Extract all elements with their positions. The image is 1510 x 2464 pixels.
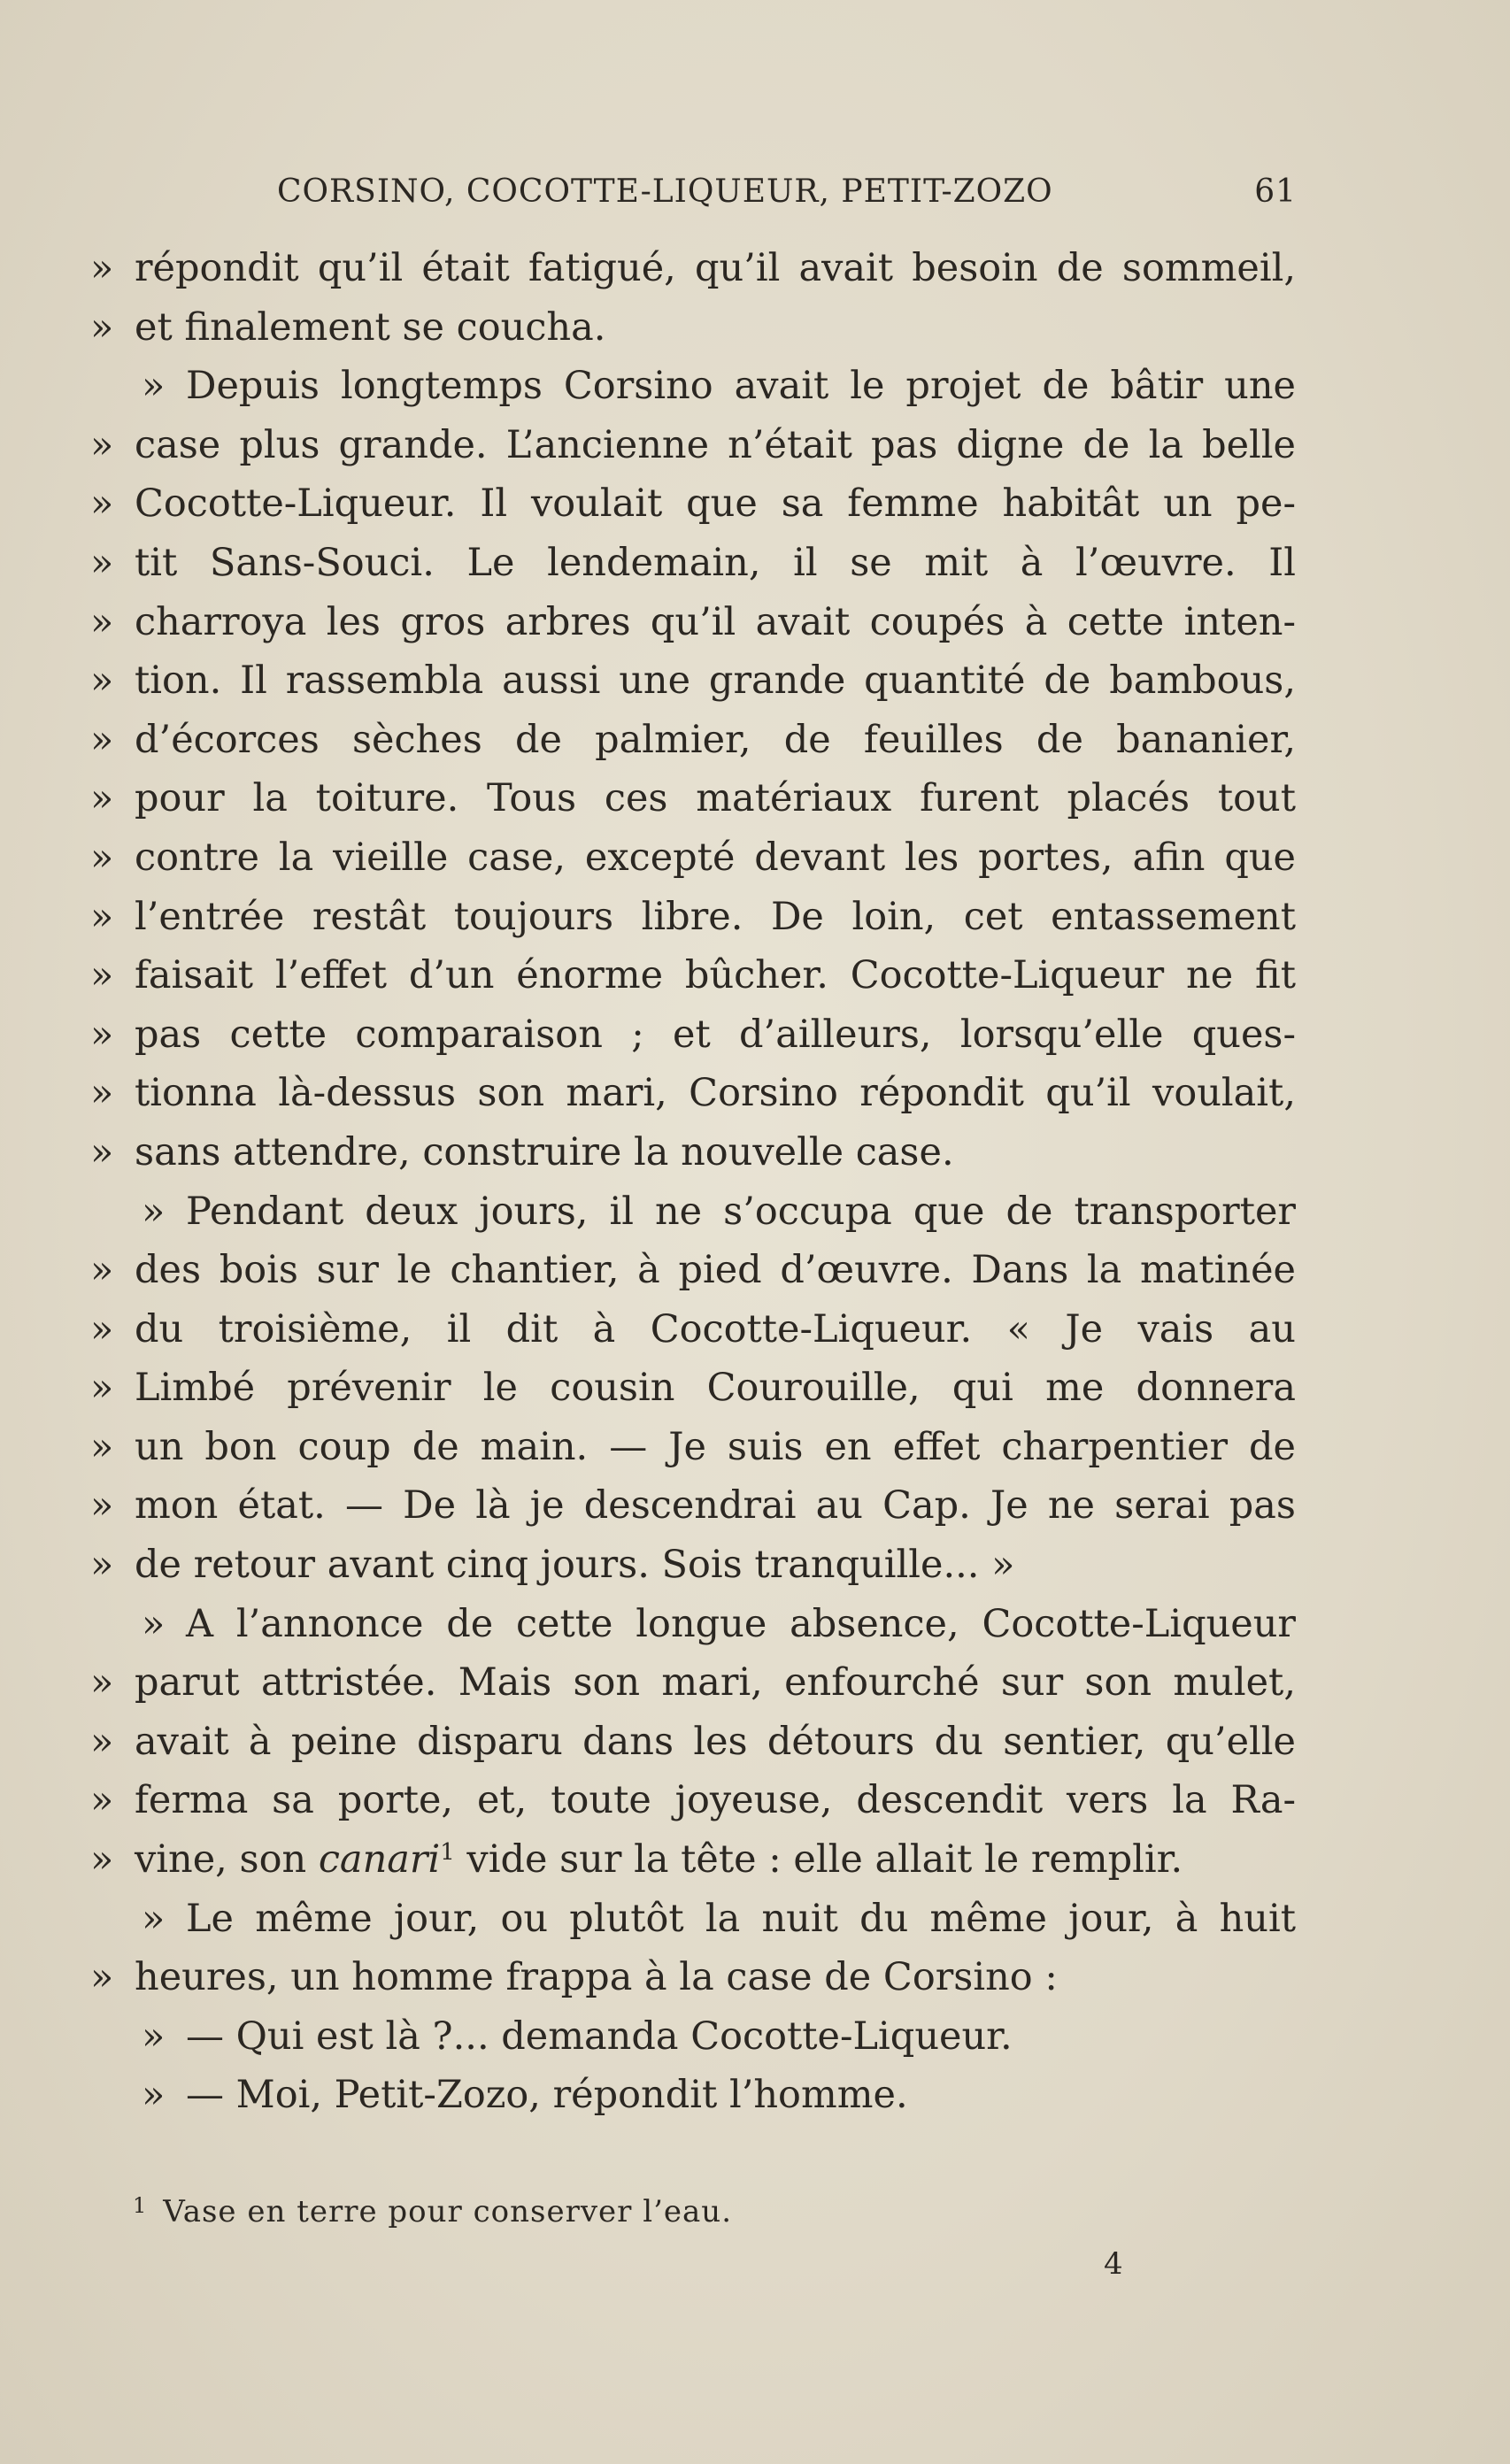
text-line	[90, 711, 1296, 770]
line-text: tion. Il rassembla aussi une grande quantité de bambous,	[135, 658, 1296, 704]
guillemet-marker: »	[90, 246, 114, 290]
guillemet-marker: »	[90, 776, 114, 821]
guillemet-marker: »	[90, 1129, 114, 1174]
text-line	[90, 1830, 1296, 1890]
guillemet-marker: »	[90, 717, 114, 762]
line-text: — Qui est là ?... demanda Cocotte-Liqueur.	[186, 2014, 1013, 2059]
line-text: avait à peine disparu dans les détours du sentier, qu’elle	[135, 1719, 1296, 1764]
guillemet-marker: »	[90, 953, 114, 998]
line-text: pour la toiture. Tous ces matériaux furent placés tout	[135, 776, 1296, 821]
running-title: CORSINO, COCOTTE-LIQUEUR, PETIT-ZOZO	[277, 173, 1053, 210]
line-text: et finalement se coucha.	[135, 304, 606, 350]
text-line	[90, 2007, 1296, 2067]
guillemet-marker: »	[142, 1896, 166, 1941]
line-text: de retour avant cinq jours. Sois tranquille... »	[135, 1543, 1015, 1588]
text-line	[90, 357, 1296, 416]
text-line	[90, 888, 1296, 947]
line-text-after: vide sur la tête : elle allait le remplir.	[466, 1837, 1183, 1883]
guillemet-marker: »	[90, 540, 114, 585]
line-text-before: vine, son	[135, 1837, 307, 1883]
footnote-mark: 1	[133, 2193, 148, 2218]
line-text: A l’annonce de cette longue absence, Cocotte-Liqueur	[186, 1601, 1296, 1646]
footnote-reference: 1	[440, 1839, 455, 1867]
guillemet-marker: »	[142, 364, 166, 409]
line-text: parut attristée. Mais son mari, enfourché sur son mulet,	[135, 1660, 1296, 1706]
text-line	[90, 651, 1296, 711]
text-line	[90, 1418, 1296, 1477]
text-line	[90, 1359, 1296, 1418]
text-line	[90, 1300, 1296, 1359]
guillemet-marker: »	[90, 1424, 114, 1469]
line-text: mon état. — De là je descendrai au Cap. Je ne serai pas	[135, 1483, 1296, 1528]
guillemet-marker: »	[142, 2073, 166, 2118]
line-text: Cocotte-Liqueur. Il voulait que sa femme habitât un pe-	[135, 481, 1296, 527]
guillemet-marker: »	[90, 304, 114, 350]
guillemet-marker: »	[90, 1071, 114, 1116]
line-text: un bon coup de main. — Je suis en effet charpentier de	[135, 1424, 1296, 1469]
line-text: charroya les gros arbres qu’il avait coupés à cette inten-	[135, 599, 1296, 644]
text-line	[90, 1476, 1296, 1536]
guillemet-marker: »	[90, 894, 114, 939]
line-text: pas cette comparaison ; et d’ailleurs, lorsqu’elle ques-	[135, 1012, 1296, 1057]
text-line	[90, 1241, 1296, 1300]
italic-word: canari	[318, 1837, 441, 1883]
text-line	[90, 1005, 1296, 1065]
text-line	[90, 1771, 1296, 1830]
line-text: des bois sur le chantier, à pied d’œuvre. Dans la matinée	[135, 1248, 1296, 1293]
line-text: d’écorces sèches de palmier, de feuilles de bananier,	[135, 717, 1296, 762]
text-line	[90, 593, 1296, 652]
text-line	[90, 298, 1296, 358]
guillemet-marker: »	[90, 422, 114, 467]
line-text: tit Sans-Souci. Le lendemain, il se mit à l’œuvre. Il	[135, 540, 1296, 585]
text-line	[90, 1948, 1296, 2007]
footnote	[133, 2193, 732, 2229]
line-text: Pendant deux jours, il ne s’occupa que de transporter	[186, 1189, 1296, 1234]
text-line	[90, 1123, 1296, 1182]
guillemet-marker: »	[90, 1543, 114, 1588]
guillemet-marker: »	[90, 658, 114, 704]
text-line	[90, 1064, 1296, 1123]
line-text: Le même jour, ou plutôt la nuit du même jour, à huit	[186, 1896, 1296, 1941]
text-line	[90, 1595, 1296, 1654]
text-line	[90, 828, 1296, 888]
line-text: l’entrée restât toujours libre. De loin, cet entassement	[135, 894, 1296, 939]
text-line	[90, 1182, 1296, 1242]
guillemet-marker: »	[142, 1601, 166, 1646]
running-head	[277, 173, 1297, 219]
line-text	[135, 1830, 1296, 1890]
guillemet-marker: »	[90, 1719, 114, 1764]
line-text: — Moi, Petit-Zozo, répondit l’homme.	[186, 2073, 908, 2118]
line-text: heures, un homme frappa à la case de Corsino :	[135, 1955, 1058, 2000]
line-text: Limbé prévenir le cousin Courouille, qui me donnera	[135, 1366, 1296, 1411]
body-text	[90, 239, 1296, 2125]
text-line	[90, 534, 1296, 593]
line-text: tionna là-dessus son mari, Corsino répondit qu’il voulait,	[135, 1071, 1296, 1116]
guillemet-marker: »	[90, 1837, 114, 1883]
guillemet-marker: »	[90, 1778, 114, 1823]
text-line	[90, 474, 1296, 534]
text-line	[90, 946, 1296, 1005]
guillemet-marker: »	[90, 1366, 114, 1411]
text-line	[90, 769, 1296, 828]
guillemet-marker: »	[90, 1012, 114, 1057]
guillemet-marker: »	[90, 1306, 114, 1351]
guillemet-marker: »	[90, 835, 114, 880]
line-text: sans attendre, construire la nouvelle case.	[135, 1129, 954, 1174]
line-text: du troisième, il dit à Cocotte-Liqueur. « Je vais au	[135, 1306, 1296, 1351]
footnote-text: Vase en terre pour conserver l’eau.	[163, 2194, 732, 2229]
text-line	[90, 1890, 1296, 1949]
text-line	[90, 416, 1296, 475]
line-text: Depuis longtemps Corsino avait le projet de bâtir une	[186, 364, 1296, 409]
line-text: case plus grande. L’ancienne n’était pas digne de la belle	[135, 422, 1296, 467]
guillemet-marker: »	[90, 481, 114, 527]
signature-mark: 4	[1104, 2246, 1123, 2282]
guillemet-marker: »	[142, 2014, 166, 2059]
line-text: ferma sa porte, et, toute joyeuse, descendit vers la Ra-	[135, 1778, 1296, 1823]
line-text: faisait l’effet d’un énorme bûcher. Cocotte-Liqueur ne fit	[135, 953, 1296, 998]
text-line	[90, 239, 1296, 298]
guillemet-marker: »	[142, 1189, 166, 1234]
page-number: 61	[1254, 173, 1297, 210]
text-line	[90, 1713, 1296, 1772]
guillemet-marker: »	[90, 1248, 114, 1293]
line-text: contre la vieille case, excepté devant les portes, afin que	[135, 835, 1296, 880]
guillemet-marker: »	[90, 1955, 114, 2000]
guillemet-marker: »	[90, 1660, 114, 1706]
text-line	[90, 1536, 1296, 1595]
guillemet-marker: »	[90, 1483, 114, 1528]
text-line	[90, 1653, 1296, 1713]
line-text: répondit qu’il était fatigué, qu’il avait besoin de sommeil,	[135, 246, 1296, 290]
text-line	[90, 2066, 1296, 2125]
guillemet-marker: »	[90, 599, 114, 644]
